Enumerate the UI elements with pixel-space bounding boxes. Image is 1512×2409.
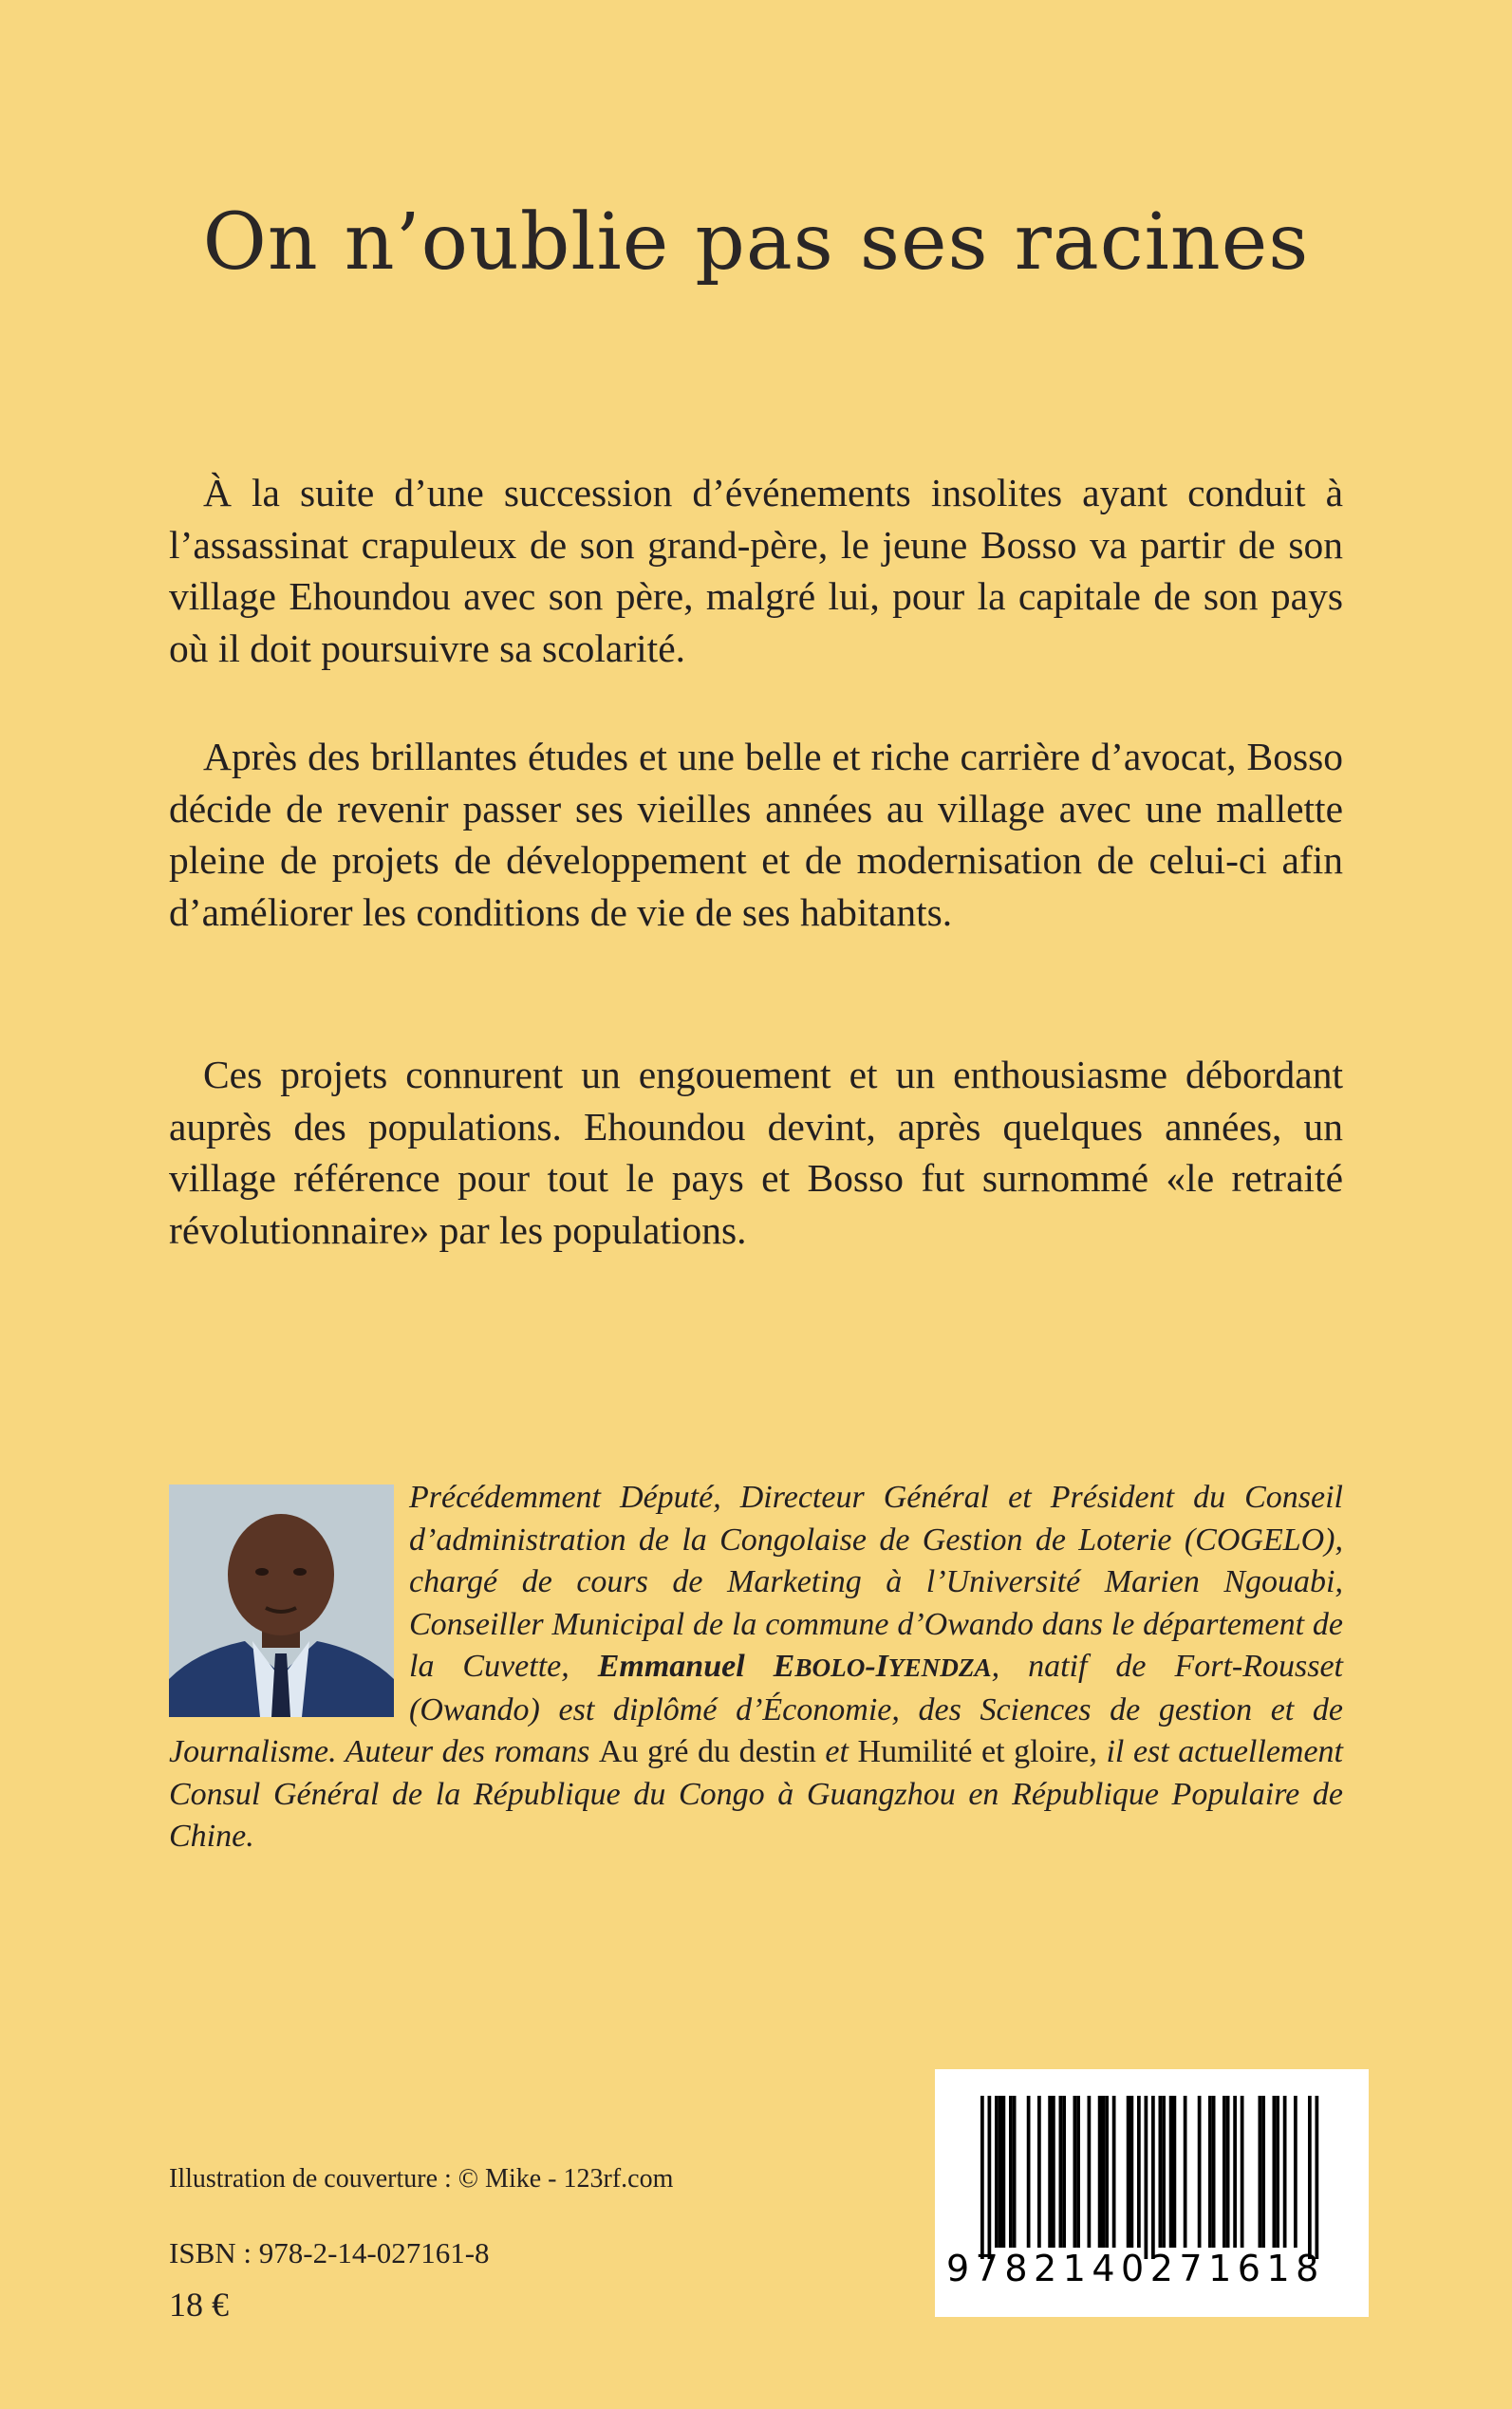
bio-text-3: et — [815, 1734, 858, 1769]
barcode-bar — [980, 2096, 984, 2259]
barcode-bar — [1009, 2096, 1013, 2248]
barcode-bar — [1276, 2096, 1279, 2248]
blurb-paragraph-1 — [169, 467, 1343, 674]
barcode-bar — [1013, 2096, 1017, 2248]
blurb-text: Après des brillantes études et une belle et riche carrière d’avocat, Bosso décide de revenir passer ses vieilles années au village avec une mallette pleine de projets de développement et de modernisation de celui-ci afin d’améliorer les conditions de vie de ses habitants. — [169, 735, 1343, 934]
author-name — [598, 1649, 992, 1684]
author-name-first: Emmanuel E — [597, 1649, 795, 1684]
blurb-text: Ces projets connurent un engouement et un enthousiasme débordant auprès des populations. Ehoundou devint, après quelques années, un village référence pour tout le pays et Bosso fut surnommé «le retraité révolutionnaire» par les populations. — [169, 1053, 1343, 1252]
cover-illustration-credit: Illustration de couverture : © Mike - 123rf.com — [169, 2164, 674, 2194]
author-name-smallcaps-2: YENDZA — [887, 1653, 992, 1682]
barcode-bar — [1037, 2096, 1041, 2248]
barcode-bar — [1212, 2096, 1216, 2248]
barcode-bar — [1169, 2096, 1173, 2248]
bio-text-2: , natif de Fort-Rousset (Owando) est diplômé d’Économie, des Sciences de gestion et de Journalisme. Auteur des romans — [169, 1649, 1344, 1769]
barcode-bar — [1173, 2096, 1177, 2248]
barcode-bar — [1073, 2096, 1077, 2248]
barcode-bar — [1308, 2096, 1312, 2259]
book-title-1: Au gré du destin — [598, 1734, 816, 1769]
author-name-smallcaps-1: BOLO — [794, 1653, 866, 1682]
barcode-bar — [1159, 2096, 1163, 2248]
barcode-bar — [1098, 2096, 1102, 2248]
price-text: 18 € — [169, 2286, 229, 2324]
barcode-bar — [1002, 2096, 1006, 2248]
barcode-bar — [1259, 2096, 1262, 2248]
blurb-text: À la suite d’une succession d’événements insolites ayant conduit à l’assassinat crapuleux de son grand-père, le jeune Bosso va partir de son village Ehoundou avec son père, malgré lui, pour la capitale de son pays où il doit poursuivre sa scolarité. — [169, 471, 1343, 670]
barcode-bar — [995, 2096, 999, 2248]
author-name-mid: -I — [865, 1649, 888, 1684]
barcode-bar — [1059, 2096, 1063, 2248]
barcode-bar — [1273, 2096, 1277, 2248]
bio-text-4: , il est actuellement Consul Général de la République du Congo à Guangzhou en République Populaire de Chine. — [169, 1734, 1344, 1854]
barcode-bar — [1198, 2096, 1202, 2248]
barcode-bar — [1226, 2096, 1230, 2248]
barcode-bar — [988, 2096, 992, 2259]
isbn-text: ISBN : 978-2-14-027161-8 — [169, 2236, 490, 2269]
barcode-bar — [1294, 2096, 1297, 2248]
barcode-bar — [999, 2096, 1002, 2248]
barcode-bar — [1105, 2096, 1109, 2248]
barcode-bar — [1184, 2096, 1187, 2248]
barcode-digits: 9782140271618 — [946, 2248, 1325, 2289]
barcode-bar — [1241, 2096, 1244, 2248]
bio-text-1: Précédemment Député, Directeur Général et Président du Conseil d’administration de la Congolaise de Gestion de Loterie (COGELO), chargé de cours de Marketing à l’Université Marien Ngouabi, Conseiller Municipal de la commune d’Owando dans le département de la Cuvette, — [409, 1480, 1343, 1684]
barcode-bar — [1162, 2096, 1166, 2248]
barcode-bar — [1076, 2096, 1080, 2248]
barcode-bar — [1127, 2096, 1130, 2248]
barcode-bar — [1316, 2096, 1319, 2259]
barcode-bar — [1062, 2096, 1066, 2248]
blurb-paragraph-3 — [169, 1049, 1343, 1256]
barcode-bar — [1145, 2096, 1148, 2259]
blurb-paragraph-2 — [169, 731, 1343, 938]
barcode-bar — [1112, 2096, 1116, 2248]
barcode-bar — [1261, 2096, 1265, 2248]
barcode-bar — [1052, 2096, 1055, 2248]
barcode-bar — [1027, 2096, 1031, 2248]
barcode-bar — [1137, 2096, 1141, 2248]
barcode-bar — [1233, 2096, 1237, 2248]
barcode-bar — [1088, 2096, 1092, 2248]
barcode-bar — [1130, 2096, 1134, 2248]
barcode-bar — [1102, 2096, 1106, 2248]
portrait-spacer — [169, 1477, 401, 1718]
barcode-bar — [1048, 2096, 1052, 2248]
barcode-bar — [1223, 2096, 1226, 2248]
barcode — [935, 2069, 1369, 2317]
barcode-bar — [1208, 2096, 1212, 2248]
author-bio — [169, 1477, 1343, 1858]
book-title-2: Humilité et gloire — [857, 1734, 1090, 1769]
barcode-bar — [1283, 2096, 1287, 2248]
barcode-bar — [1151, 2096, 1155, 2259]
book-title: On n’oublie pas ses racines — [202, 197, 1310, 288]
